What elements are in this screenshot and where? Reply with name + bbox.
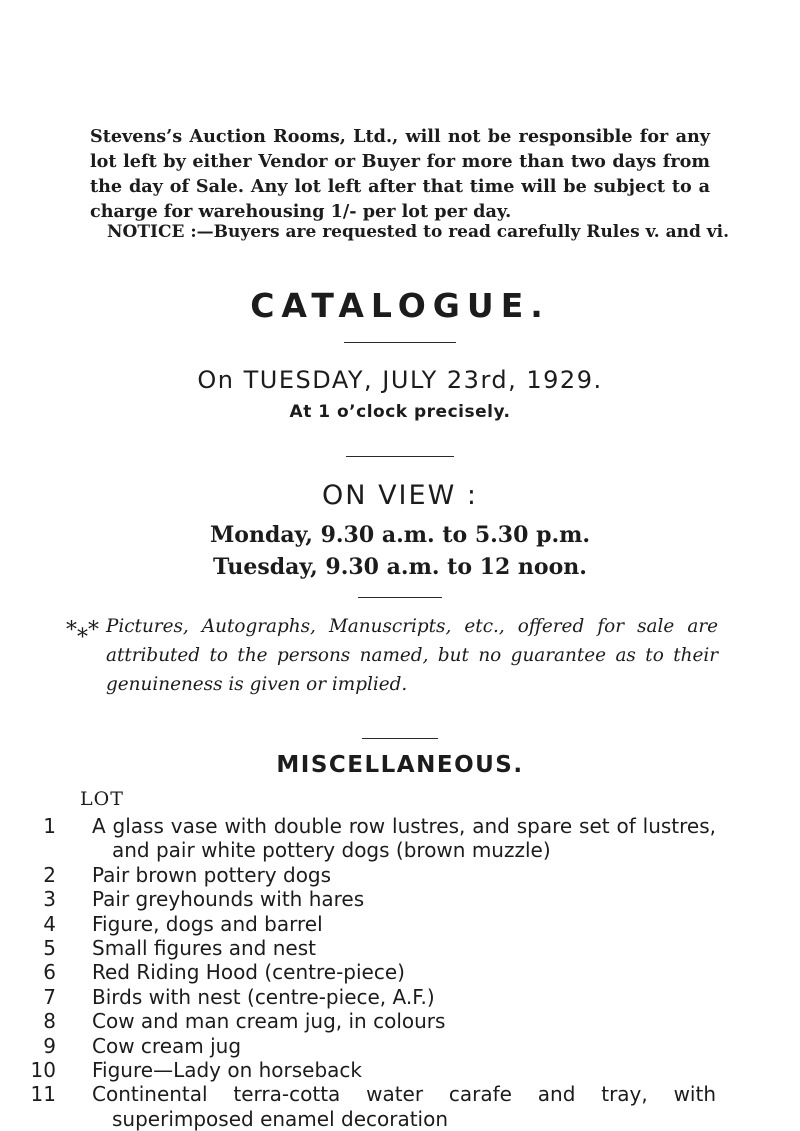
lot-number: 7 xyxy=(43,984,56,1009)
on-view-heading: ON VIEW : xyxy=(322,480,478,511)
lot-item xyxy=(0,863,800,887)
lot-number: 6 xyxy=(43,960,56,985)
lot-number: 8 xyxy=(43,1009,56,1034)
catalogue-title: CATALOGUE. xyxy=(250,286,550,325)
lot-number: 10 xyxy=(30,1058,56,1083)
lot-item xyxy=(0,1009,800,1033)
lot-description: Continental terra-cotta water carafe and tray, with superimposed enamel decoration xyxy=(92,1082,716,1131)
lot-description: Cow cream jug xyxy=(92,1033,242,1058)
lot-number: 4 xyxy=(43,911,56,936)
lot-item xyxy=(0,1082,800,1131)
buyers-notice: NOTICE :—Buyers are requested to read carefully Rules v. and vi. xyxy=(107,222,730,242)
lot-item xyxy=(0,1058,800,1082)
lot-number: 9 xyxy=(43,1033,56,1058)
lot-list xyxy=(0,814,800,1131)
divider-rule xyxy=(362,738,438,739)
asterism-mark: *⁎* xyxy=(66,618,99,643)
lot-description: Pair brown pottery dogs xyxy=(92,862,332,887)
lot-description: Red Riding Hood (centre-piece) xyxy=(92,960,405,985)
divider-rule xyxy=(346,456,454,457)
conditions-of-sale: Stevens’s Auction Rooms, Ltd., will not be responsible for any lot left by either Vendor or Buyer for more than two days from the day of Sale. Any lot left after that time will be subject to a charge for warehousing 1/- per lot per day. xyxy=(90,126,710,222)
lot-description: Birds with nest (centre-piece, A.F.) xyxy=(92,984,435,1009)
lot-item xyxy=(0,912,800,936)
sale-date: On TUESDAY, JULY 23rd, 1929. xyxy=(197,366,603,394)
divider-rule xyxy=(358,597,442,598)
lot-item xyxy=(0,936,800,960)
lot-item xyxy=(0,1034,800,1058)
lot-description: Figure, dogs and barrel xyxy=(92,911,323,936)
section-title: MISCELLANEOUS. xyxy=(276,752,524,778)
lot-description: Cow and man cream jug, in colours xyxy=(92,1009,446,1034)
lot-number: 1 xyxy=(43,814,56,838)
lot-number: 3 xyxy=(43,887,56,912)
divider-rule xyxy=(344,342,456,343)
sale-time: At 1 o’clock precisely. xyxy=(289,402,511,422)
lot-number: 2 xyxy=(43,862,56,887)
lot-number: 11 xyxy=(30,1082,56,1107)
lot-description: Small figures and nest xyxy=(92,936,316,961)
lot-item xyxy=(0,814,800,863)
lot-description: A glass vase with double row lustres, and spare set of lustres, and pair white pottery dogs (brown muzzle) xyxy=(92,814,716,863)
lot-item xyxy=(0,887,800,911)
lot-number: 5 xyxy=(43,936,56,961)
lot-item xyxy=(0,985,800,1009)
lot-item xyxy=(0,960,800,984)
on-view-monday: Monday, 9.30 a.m. to 5.30 p.m. xyxy=(209,522,591,548)
on-view-tuesday: Tuesday, 9.30 a.m. to 12 noon. xyxy=(213,554,587,580)
attribution-disclaimer: Pictures, Autographs, Manuscripts, etc., offered for sale are attributed to the persons named, but no guarantee as to their genuineness is given or implied. xyxy=(106,616,718,695)
lot-description: Pair greyhounds with hares xyxy=(92,887,365,912)
lot-description: Figure—Lady on horseback xyxy=(92,1058,363,1083)
lot-column-label: LOT xyxy=(80,788,124,810)
